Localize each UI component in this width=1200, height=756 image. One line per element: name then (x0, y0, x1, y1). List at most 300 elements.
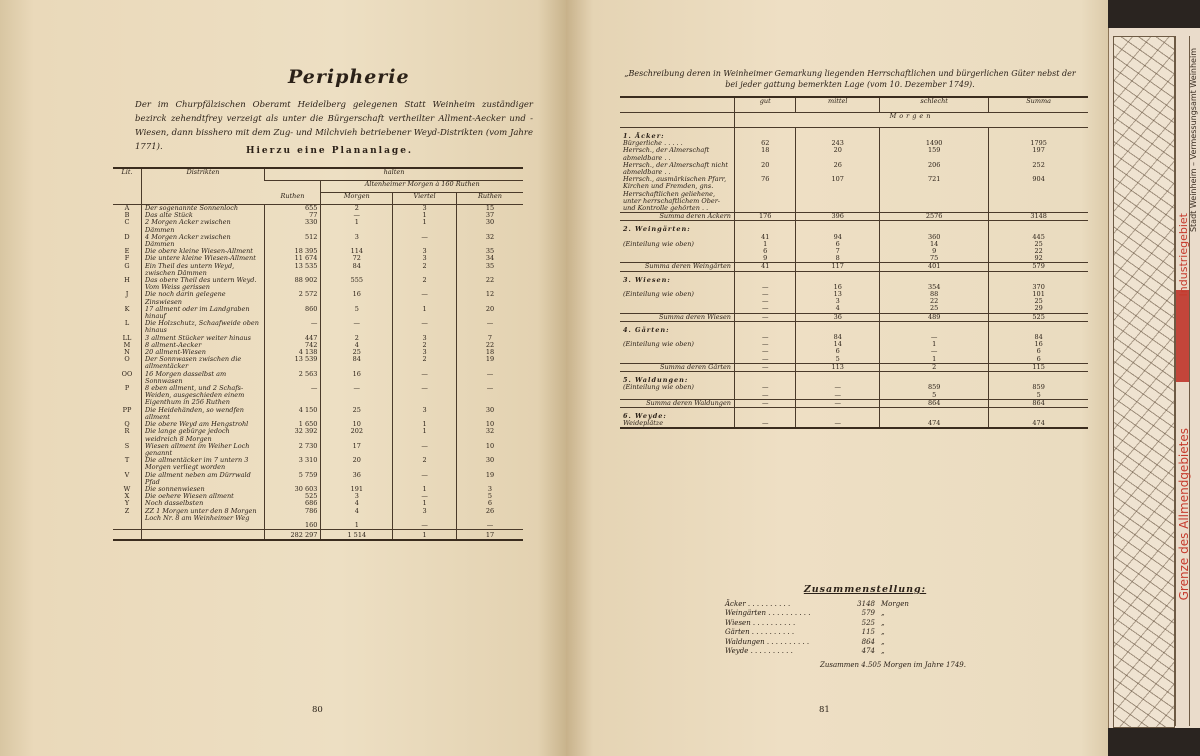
table-cell: 1490 (880, 140, 989, 147)
table-cell: — (735, 363, 796, 371)
section-row (620, 128, 1088, 141)
table-cell: 282 297 (265, 530, 321, 541)
table-cell: 4 (321, 500, 393, 507)
table-cell: 6 (989, 348, 1088, 355)
table-cell: 20 allment-Wiesen (142, 349, 265, 356)
table-cell: — (393, 234, 457, 248)
table-cell: 17 (456, 530, 523, 541)
table-cell: Die oehere Wiesen allment (142, 493, 265, 500)
table-cell: 864 (880, 399, 989, 407)
table-cell: 29 (989, 305, 1088, 313)
table-cell: 4 138 (265, 349, 321, 356)
table-total-row (620, 313, 1088, 321)
table-cell: 25 (989, 298, 1088, 305)
table-cell: 686 (265, 500, 321, 507)
table-cell: 859 (989, 384, 1088, 391)
table-cell: 84 (989, 334, 1088, 341)
summary-row (725, 647, 1005, 657)
table-cell: — (393, 493, 457, 500)
left-page (0, 0, 566, 756)
table-cell: 2 (393, 356, 457, 370)
table-cell: 35 (456, 248, 523, 255)
table-cell: W (123, 484, 131, 493)
summary-total: Zusammen 4.505 Morgen im Jahre 1749. (820, 660, 966, 669)
plan-note: Hierzu eine Plananlage. (246, 146, 414, 156)
table-cell: 655 (265, 205, 321, 213)
table-row (113, 263, 523, 277)
table-cell: 3148 (989, 213, 1088, 221)
table-cell (113, 522, 142, 530)
table-cell: 4 (321, 342, 393, 349)
table-cell: Herrsch., der Almerschaft nicht abmeldbare . . (623, 160, 728, 177)
table-cell: 4 150 (265, 407, 321, 421)
table-cell: — (735, 284, 796, 291)
table-cell: 1 (321, 219, 393, 233)
table-row (113, 457, 523, 471)
table-cell: Y (124, 499, 130, 508)
summary-cell: 474 (861, 647, 875, 655)
section-label: 6. Weyde: (623, 411, 667, 420)
table-cell: — (321, 212, 393, 219)
table-cell: 904 (989, 176, 1088, 213)
table-cell: Die lange gebürge jedoch weidreich 8 Morgen (142, 428, 265, 442)
table-cell: 1 (393, 212, 457, 219)
table-cell: — (321, 320, 393, 334)
col-summa: Summa (989, 97, 1088, 113)
table-cell: 84 (321, 356, 393, 370)
table-row (620, 348, 1088, 355)
table-cell: 2 563 (265, 371, 321, 385)
table-cell: 17 allment oder im Landgraben hinauf (142, 306, 265, 320)
table-row (113, 428, 523, 442)
table-cell: 3 (393, 335, 457, 342)
table-cell: — (456, 320, 523, 334)
table-cell: Die allmentäcker im 7 untern 3 Morgen verliegt worden (142, 457, 265, 471)
section-label: 1. Äcker: (623, 132, 665, 140)
summary-cell: 525 (861, 618, 875, 627)
table-cell: Summa deren Gärten (620, 363, 735, 371)
table-cell: 4 (321, 508, 393, 522)
section-row (620, 321, 1088, 334)
table-cell: — (796, 420, 880, 428)
table-cell: 13 535 (265, 263, 321, 277)
table-cell: Die sonnenwiesen (142, 486, 265, 493)
table-cell: 1 (393, 428, 457, 442)
table-cell: — (393, 472, 457, 486)
table-cell: 25 (880, 305, 989, 313)
table-cell: (Einteilung wie oben) (623, 383, 694, 392)
table-cell: 8 allment-Aecker (142, 342, 265, 349)
legend-border: Grenze des Allmendgebietes (1177, 428, 1191, 601)
table-cell: 396 (796, 213, 880, 221)
map-title: Stadt Weinheim – Vermessungsamt Weinheim (1189, 48, 1198, 233)
table-cell: 16 (989, 341, 1088, 348)
table-cell: 1 (393, 486, 457, 493)
summary-cell: Wiesen . . . . . . . . . . (725, 618, 796, 627)
table-cell: — (735, 392, 796, 400)
table-row (620, 291, 1088, 298)
table-cell: 3 310 (265, 457, 321, 471)
table-cell: 22 (880, 298, 989, 305)
table-cell: 786 (265, 508, 321, 522)
table-cell: — (735, 298, 796, 305)
table-cell: C (124, 218, 130, 227)
table-cell: 10 (456, 421, 523, 428)
table-cell: 1 (393, 530, 457, 541)
table-cell: — (880, 348, 989, 355)
table-cell: 36 (796, 313, 880, 321)
district-table (113, 167, 523, 541)
table-cell: 7 (456, 335, 523, 342)
table-row (113, 306, 523, 320)
summary-row (725, 609, 1005, 619)
table-row (113, 277, 523, 291)
table-cell: G (124, 261, 130, 270)
table-cell: 32 (456, 234, 523, 248)
goods-table (620, 96, 1088, 429)
table-cell: 859 (880, 384, 989, 391)
summary-row (725, 600, 1005, 610)
table-cell: Die obere Weyd am Hengstrohl (142, 421, 265, 428)
table-cell: E (124, 247, 130, 256)
summary-cell: Weingärten . . . . . . . . . . (725, 609, 811, 617)
table-cell: 525 (989, 313, 1088, 321)
table-cell (113, 530, 142, 541)
table-cell: D (124, 232, 130, 241)
table-cell: 16 Morgen dasselbst am Sonnwasen (142, 371, 265, 385)
table-cell: Q (124, 420, 130, 429)
col-mittel: mittel (796, 97, 880, 113)
table-cell: 3 (321, 493, 393, 500)
table-cell: 512 (265, 234, 321, 248)
table-cell: 113 (796, 363, 880, 371)
table-cell: — (735, 384, 796, 391)
table-cell: (Einteilung wie oben) (623, 340, 694, 349)
unit-label: Morgen (735, 113, 1089, 128)
table-row (113, 472, 523, 486)
table-cell: 35 (456, 263, 523, 277)
table-cell: L (124, 319, 130, 328)
table-cell: OO (121, 369, 133, 378)
table-cell: 1 (393, 421, 457, 428)
right-page-title: „Beschreibung deren in Weinheimer Gemarkung liegenden Herrschaftlichen und bürgerlichen Güter nebst der bei jeder gattung bemerkten Lage (vom 10. Dezember 1749). (624, 69, 1076, 89)
table-cell: 525 (265, 493, 321, 500)
table-cell: 206 (880, 162, 989, 176)
table-cell: 94 (796, 234, 880, 241)
summary-cell: 3148 (857, 599, 875, 608)
table-cell: — (735, 341, 796, 348)
table-cell: 2 (393, 277, 457, 291)
table-cell: LL (122, 333, 132, 342)
table-total-row (620, 213, 1088, 221)
table-cell: R (124, 427, 130, 436)
section-label: 5. Waldungen: (623, 376, 689, 385)
table-cell: — (393, 443, 457, 457)
table-cell: 1 (880, 356, 989, 364)
table-cell: 20 (456, 306, 523, 320)
table-cell: Die untere kleine Wiesen-Allment (142, 255, 265, 262)
table-cell: 2 572 (265, 291, 321, 305)
table-cell: 36 (321, 472, 393, 486)
table-row (620, 176, 1088, 213)
table-cell: 864 (989, 399, 1088, 407)
table-cell: 30 603 (265, 486, 321, 493)
col-ruthen2: Ruthen (456, 193, 523, 205)
table-cell: 6 (735, 248, 796, 255)
table-cell: 72 (321, 255, 393, 262)
table-cell: Z (124, 506, 130, 515)
table-cell: 34 (456, 255, 523, 262)
table-cell: 2576 (880, 213, 989, 221)
table-cell: PP (122, 405, 132, 414)
col-schlecht: schlecht (880, 97, 989, 113)
table-row (113, 371, 523, 385)
table-cell: 75 (880, 255, 989, 263)
table-cell: S (124, 441, 130, 450)
section-label: 2. Weingärten: (623, 225, 691, 234)
table-cell: 3 (393, 255, 457, 262)
table-cell: Weideplätze (620, 420, 735, 428)
col-blank (620, 97, 735, 113)
table-cell: Noch dasselbsten (142, 500, 265, 507)
table-cell: — (735, 348, 796, 355)
table-row (113, 234, 523, 248)
table-cell: 6 (796, 241, 880, 248)
table-cell: 6 (989, 356, 1088, 364)
table-cell: 20 (796, 147, 880, 161)
intro-paragraph: Der im Churpfälzischen Oberamt Heidelberg gelegenen Statt Weinheim zuständiger bezirck zehendtfrey verzeigt als unter die Bürgerschaft vertheilter Allment-Aecker und -Wiesen, dann bisshero mit dem Zug- und Milchvieh betriebener Weyd-Distrikten (vom Jahre 1771). (135, 100, 533, 152)
table-cell: 1 (880, 341, 989, 348)
col-morgen: Morgen (321, 193, 393, 205)
table-cell: 579 (989, 263, 1088, 271)
table-cell: 197 (989, 147, 1088, 161)
table-cell: 721 (880, 176, 989, 213)
table-cell: Summa deren Waldungen (620, 399, 735, 407)
table-cell: — (735, 313, 796, 321)
table-total-row (620, 399, 1088, 407)
table-cell: 32 392 (265, 428, 321, 442)
table-cell: 3 (393, 248, 457, 255)
table-cell: 8 (796, 255, 880, 263)
legend-industry: Industriegebiet (1177, 213, 1190, 297)
table-cell: 6 (796, 348, 880, 355)
table-cell: 1 650 (265, 421, 321, 428)
table-cell: Der Sonnwasen zwischen die allmentäcker (142, 356, 265, 370)
table-cell: 30 (456, 407, 523, 421)
table-cell: 107 (796, 176, 880, 213)
table-cell: 1 (393, 219, 457, 233)
table-cell (620, 298, 735, 305)
summary-cell: „ (881, 628, 885, 636)
section-row (620, 407, 1088, 420)
table-cell: — (393, 371, 457, 385)
table-cell: 474 (880, 420, 989, 428)
section-label: 4. Gärten: (623, 325, 670, 334)
table-cell: 37 (456, 212, 523, 219)
col-lit: Lit. (113, 168, 142, 205)
table-cell: B (124, 211, 130, 220)
table-cell: 84 (321, 263, 393, 277)
table-cell: 2 Morgen Acker zwischen Dämmen (142, 219, 265, 233)
table-cell: Summa deren Weingärten (620, 263, 735, 271)
summary-row (725, 638, 1005, 648)
table-cell: 1 (735, 241, 796, 248)
summary-block (725, 586, 1005, 669)
summary-cell: 115 (861, 628, 875, 636)
table-cell: Das obere Theil des untern Weyd. Vom Weiss gerissen (142, 277, 265, 291)
table-cell: 447 (265, 335, 321, 342)
table-cell: — (456, 522, 523, 530)
table-cell: 10 (321, 421, 393, 428)
table-cell: — (796, 384, 880, 391)
table-row (620, 384, 1088, 391)
table-cell: (Einteilung wie oben) (623, 239, 694, 248)
col-viertel: Viertel (393, 193, 457, 205)
table-cell: 84 (796, 334, 880, 341)
table-cell: — (321, 385, 393, 407)
table-cell: F (124, 254, 130, 263)
table-cell: 6 (456, 500, 523, 507)
table-cell: — (265, 320, 321, 334)
table-cell: 8 eben allment, und 2 Schafs-Weiden, ausgeschieden einem Eigenthum in 256 Ruthen (142, 385, 265, 407)
table-cell: 5 (456, 493, 523, 500)
table-cell: — (735, 356, 796, 364)
col-distrikten: Distrikten (142, 168, 265, 205)
summary-cell: Morgen (881, 599, 909, 608)
table-cell: 742 (265, 342, 321, 349)
table-cell: 2 (321, 335, 393, 342)
table-cell: 474 (989, 420, 1088, 428)
table-cell: 4 Morgen Acker zwischen Dämmen (142, 234, 265, 248)
table-cell: 10 (456, 443, 523, 457)
table-row (113, 443, 523, 457)
table-cell: 12 (456, 291, 523, 305)
table-cell: 489 (880, 313, 989, 321)
summary-cell: Äcker . . . . . . . . . . (725, 599, 791, 608)
table-cell: 9 (735, 255, 796, 263)
table-cell: O (124, 355, 130, 364)
table-cell: Die Heidehänden, so wendfen allment (142, 407, 265, 421)
table-cell: 9 (880, 248, 989, 255)
district-table-body (113, 205, 523, 541)
table-cell: H (124, 276, 130, 285)
table-cell: Der sogenannte Sonnenloch (142, 205, 265, 213)
table-cell: 4 (796, 305, 880, 313)
table-cell: J (125, 290, 129, 299)
table-cell: 13 (796, 291, 880, 298)
table-cell: P (124, 384, 130, 393)
table-cell: 25 (321, 349, 393, 356)
table-row (113, 356, 523, 370)
table-cell: 77 (265, 212, 321, 219)
table-cell: Das alte Stück (142, 212, 265, 219)
table-cell: 5 (321, 306, 393, 320)
table-row (113, 508, 523, 522)
table-cell: 3 (393, 508, 457, 522)
table-cell: 5 (989, 392, 1088, 400)
table-cell: 1 (321, 522, 393, 530)
table-cell: 17 (321, 443, 393, 457)
summary-cell: „ (881, 647, 885, 655)
table-cell: Die obere kleine Wiesen-Allment (142, 248, 265, 255)
table-cell: 14 (796, 341, 880, 348)
table-cell: — (393, 320, 457, 334)
table-cell: 114 (321, 248, 393, 255)
summary-cell: Weyde . . . . . . . . . . (725, 647, 793, 655)
table-cell: 18 (456, 349, 523, 356)
col-gut: gut (735, 97, 796, 113)
table-cell: 20 (321, 457, 393, 471)
table-cell: 14 (880, 241, 989, 248)
table-cell (142, 522, 265, 530)
table-cell: 202 (321, 428, 393, 442)
table-cell: 555 (321, 277, 393, 291)
table-cell: 26 (456, 508, 523, 522)
table-cell: 20 (735, 162, 796, 176)
col-ruthen: Ruthen (265, 193, 321, 205)
summary-cell: „ (881, 609, 885, 617)
table-row (620, 241, 1088, 248)
table-cell: X (124, 492, 130, 501)
table-cell: Wiesen allment im Weiher Loch genannt (142, 443, 265, 457)
summary-cell: „ (881, 618, 885, 627)
table-cell: 30 (456, 219, 523, 233)
table-cell: A (124, 204, 130, 212)
table-cell: 22 (989, 248, 1088, 255)
table-cell: — (796, 399, 880, 407)
table-cell: — (265, 385, 321, 407)
table-row (113, 522, 523, 530)
col-morgen-group: Altenheimer Morgen à 160 Ruthen (321, 181, 523, 193)
table-cell: 92 (989, 255, 1088, 263)
table-row (620, 341, 1088, 348)
table-cell: 16 (321, 291, 393, 305)
table-cell: 243 (796, 140, 880, 147)
table-cell: Die Holzschutz, Schaafweide oben hinaus (142, 320, 265, 334)
table-cell: 176 (735, 213, 796, 221)
legend-color-swatch (1176, 290, 1189, 382)
table-cell: 25 (321, 407, 393, 421)
table-cell (620, 248, 735, 255)
summary-cell: 579 (861, 609, 875, 617)
table-cell: ZZ 1 Morgen unter den 8 Morgen Loch Nr. 8 am Weinheimer Weg (142, 508, 265, 522)
table-cell: 7 (796, 248, 880, 255)
table-cell: 76 (735, 176, 796, 213)
table-cell: 2 (393, 263, 457, 277)
summary-cell: Waldungen . . . . . . . . . . (725, 637, 810, 646)
section-row (620, 271, 1088, 284)
map-image (1113, 36, 1175, 728)
table-cell: 330 (265, 219, 321, 233)
table-cell: 41 (735, 234, 796, 241)
table-cell: 2 (880, 363, 989, 371)
table-cell (142, 530, 265, 541)
table-cell: 32 (456, 428, 523, 442)
table-cell: 30 (456, 457, 523, 471)
summary-cell: „ (881, 637, 885, 646)
summary-title: Zusammenstellung: (803, 584, 927, 595)
table-row (620, 298, 1088, 305)
table-cell: 160 (265, 522, 321, 530)
table-row (113, 291, 523, 305)
table-cell: 22 (456, 277, 523, 291)
table-cell: — (393, 385, 457, 407)
table-cell: T (124, 456, 130, 465)
table-cell: — (880, 334, 989, 341)
table-cell: — (456, 371, 523, 385)
table-cell: 16 (796, 284, 880, 291)
table-row (113, 407, 523, 421)
